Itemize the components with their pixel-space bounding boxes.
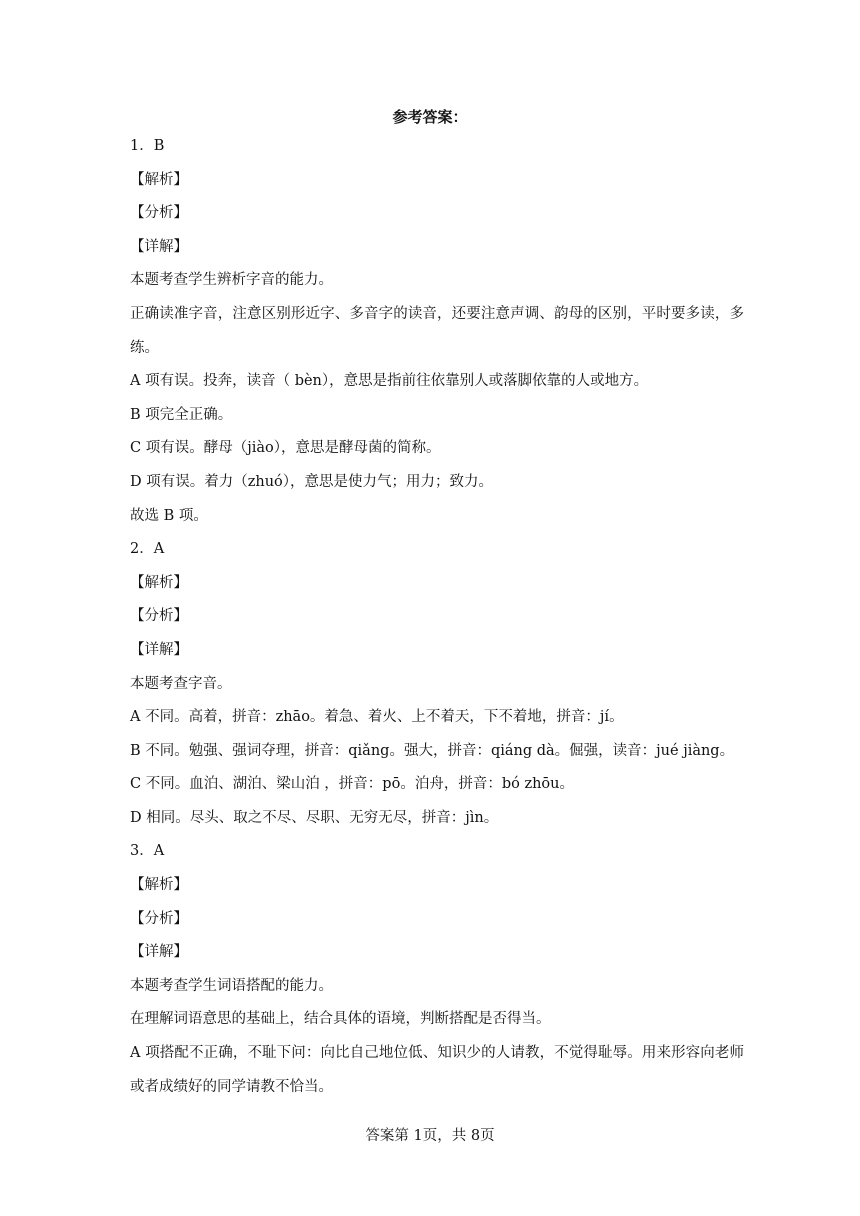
answer-number: 1．B — [130, 138, 165, 154]
section-heading-fenxi: 【分析】 — [130, 608, 188, 625]
paragraph: D 项有误。着力（zhuó），意思是使力气；用力；致力。 — [130, 473, 494, 490]
paragraph: 本题考查学生词语搭配的能力。 — [130, 977, 333, 994]
paragraph: C 项有误。酵母（jiào），意思是酵母菌的简称。 — [130, 440, 441, 457]
paragraph: 本题考查学生辨析字音的能力。 — [130, 272, 333, 289]
answer-number: 3．A — [130, 843, 165, 860]
paragraph: B 项完全正确。 — [130, 406, 233, 423]
answer-content — [130, 130, 744, 1104]
section-heading-jiexi: 【解析】 — [130, 877, 188, 894]
paragraph: A 项搭配不正确，不耻下问：向比自己地位低、知识少的人请教，不觉得耻辱。用来形容向老师或者成绩好的同学请教不恰当。 — [130, 1045, 744, 1095]
section-heading-xiangjie: 【详解】 — [130, 641, 188, 658]
section-heading-fenxi: 【分析】 — [130, 205, 188, 222]
paragraph: A 项有误。投奔，读音（ bèn），意思是指前往依靠别人或落脚依靠的人或地方。 — [130, 373, 649, 390]
paragraph: 正确读准字音，注意区别形近字、多音字的读音，还要注意声调、韵母的区别，平时要多读，多练。 — [130, 305, 744, 356]
paragraph: B 不同。勉强、强词夺理，拼音：qiǎng。强大，拼音：qiáng dà。倔强，读音：jué jiàng。 — [130, 742, 735, 759]
section-heading-jiexi: 【解析】 — [130, 171, 188, 188]
paragraph: 在理解词语意思的基础上，结合具体的语境，判断搭配是否得当。 — [130, 1011, 551, 1028]
paragraph: A 不同。高着，拼音：zhāo。着急、着火、上不着天，下不着地，拼音：jí。 — [130, 709, 624, 726]
paragraph: 本题考查字音。 — [130, 675, 232, 692]
page-footer: 答案第 1页，共 8页 — [365, 1128, 495, 1144]
section-heading-xiangjie: 【详解】 — [130, 238, 188, 255]
section-heading-xiangjie: 【详解】 — [130, 944, 188, 961]
page-title: 参考答案： — [392, 108, 468, 126]
paragraph: D 相同。尽头、取之不尽、尽职、无穷无尽，拼音：jìn。 — [130, 809, 499, 826]
section-heading-fenxi: 【分析】 — [130, 910, 188, 927]
paragraph: C 不同。血泊、湖泊、梁山泊 ，拼音：pō。泊舟，拼音：bó zhōu。 — [130, 776, 574, 793]
answer-number: 2．A — [130, 541, 165, 558]
paragraph: 故选 B 项。 — [130, 507, 208, 524]
section-heading-jiexi: 【解析】 — [130, 574, 188, 591]
